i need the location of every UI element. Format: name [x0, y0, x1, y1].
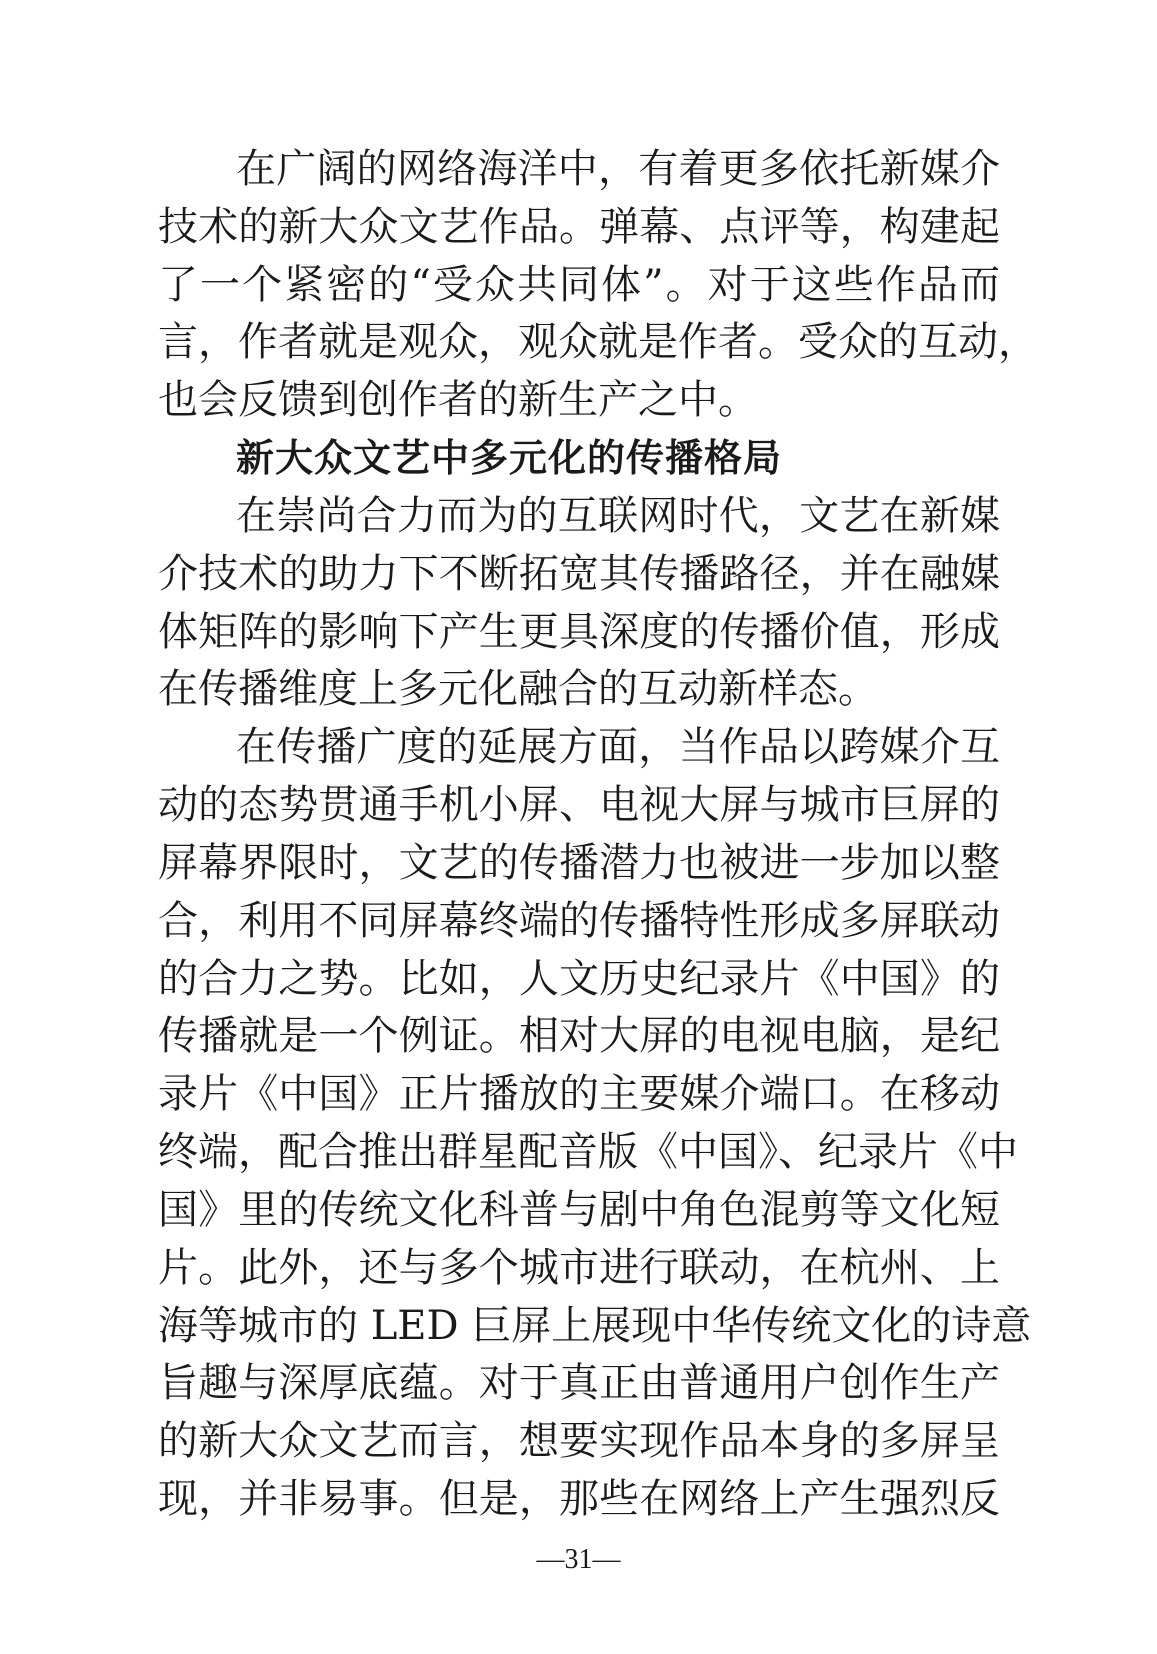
paragraph-3-line-4: 合，利用不同屏幕终端的传播特性形成多屏联动	[158, 897, 1000, 944]
paragraph-3-line-9: 国》里的传统文化科普与剧中角色混剪等文化短	[158, 1186, 1000, 1233]
paragraph-3-line-8: 终端，配合推出群星配音版《中国》、纪录片《中	[158, 1129, 1018, 1176]
paragraph-3-line-10: 片。此外，还与多个城市进行联动，在杭州、上	[158, 1244, 1000, 1291]
paragraph-1-line-2: 技术的新大众文艺作品。弹幕、点评等，构建起	[158, 203, 1000, 250]
section-heading: 新大众文艺中多元化的传播格局	[236, 436, 783, 481]
paragraph-3-line-3: 屏幕界限时，文艺的传播潜力也被进一步加以整	[158, 839, 1000, 886]
paragraph-3-line-7: 录片《中国》正片播放的主要媒介端口。在移动	[158, 1071, 1000, 1118]
paragraph-3-line-6: 传播就是一个例证。相对大屏的电视电脑，是纪	[158, 1013, 1000, 1060]
paragraph-3-line-1: 在传播广度的延展方面，当作品以跨媒介互	[236, 724, 1000, 771]
paragraph-3-line-2: 动的态势贯通手机小屏、电视大屏与城市巨屏的	[158, 782, 1000, 829]
page-number: —31—	[536, 1544, 621, 1575]
paragraph-2-line-3: 体矩阵的影响下产生更具深度的传播价值，形成	[158, 608, 1000, 655]
paragraph-3-line-14: 现，并非易事。但是，那些在网络上产生强烈反	[158, 1476, 1000, 1522]
paragraph-1-line-4: 言，作者就是观众，观众就是作者。受众的互动，	[158, 319, 1038, 366]
paragraph-2-line-1: 在崇尚合力而为的互联网时代，文艺在新媒	[236, 492, 1000, 539]
paragraph-1-line-5: 也会反馈到创作者的新生产之中。	[158, 377, 758, 424]
paragraph-3-line-12: 旨趣与深厚底蕴。对于真正由普通用户创作生产	[158, 1360, 1000, 1407]
paragraph-3-line-11: 海等城市的 LED 巨屏上展现中华传统文化的诗意	[158, 1302, 1032, 1349]
paragraph-3-line-13: 的新大众文艺而言，想要实现作品本身的多屏呈	[158, 1418, 1000, 1465]
paragraph-2-line-4: 在传播维度上多元化融合的互动新样态。	[158, 666, 878, 713]
paragraph-1-line-3: 了一个紧密的“受众共同体”。对于这些作品而	[158, 261, 1000, 308]
paragraph-2-line-2: 介技术的助力下不断拓宽其传播路径，并在融媒	[158, 550, 1000, 597]
paragraph-3-line-5: 的合力之势。比如，人文历史纪录片《中国》的	[158, 955, 1000, 1002]
paragraph-1-line-1: 在广阔的网络海洋中，有着更多依托新媒介	[236, 146, 1000, 192]
